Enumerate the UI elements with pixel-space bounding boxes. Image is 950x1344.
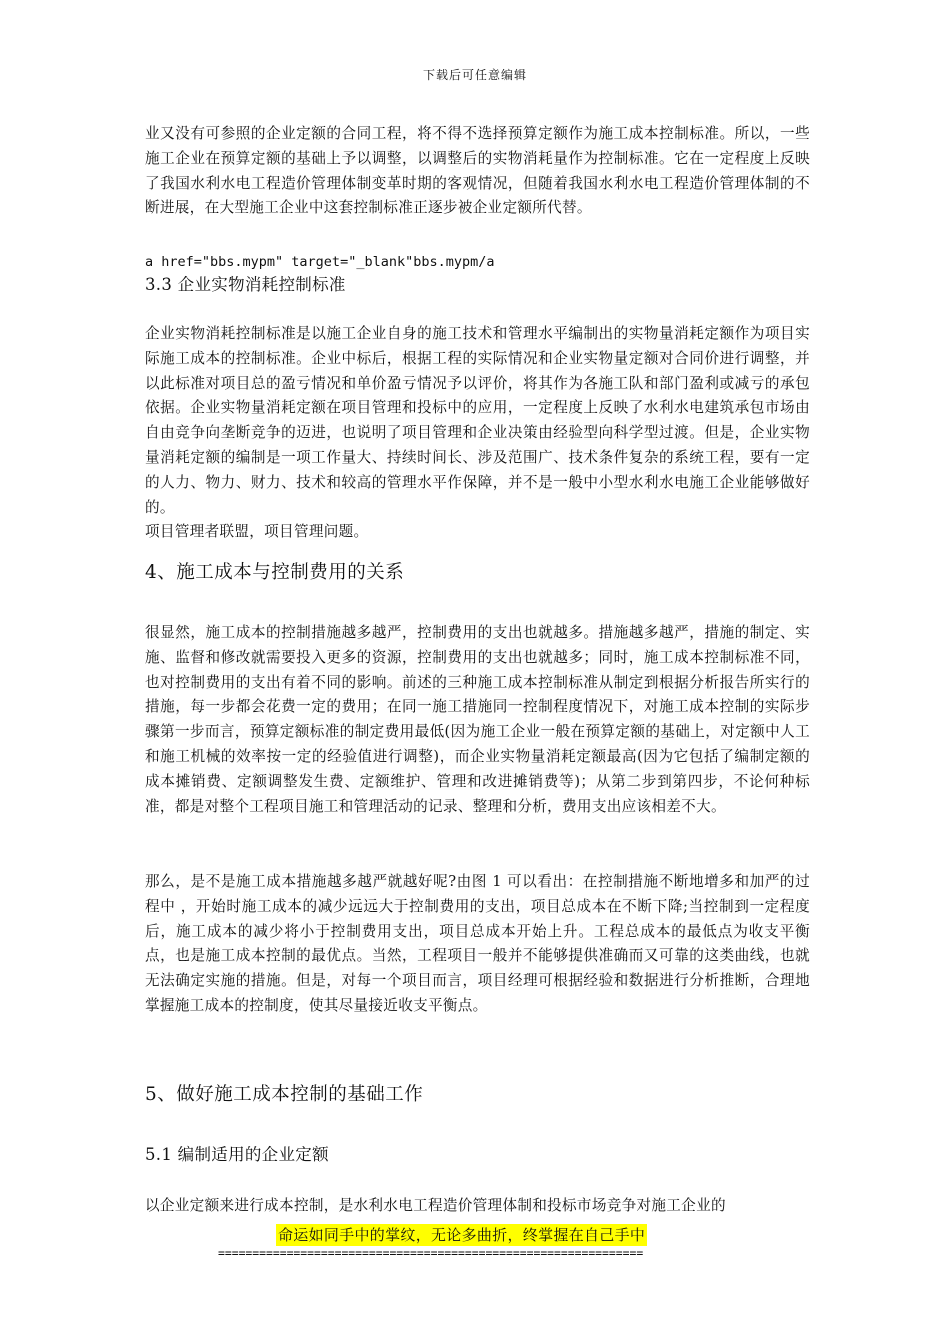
body-paragraph: 很显然，施工成本的控制措施越多越严，控制费用的支出也就越多。措施越多越严，措施的制定、实施、监督和修改就需要投入更多的资源，控制费用的支出也就越多；同时，施工成本控制标准不同，也对控制费用的支出有着不同的影响。前述的三种施工成本控制标准从制定到根据分析报告所实行的措施，每一步都会花费一定的费用；在同一施工措施同一控制程度情况下，对施工成本控制的实际步骤第一步而言，预算定额标准的制定费用最低(因为施工企业一般在预算定额的基础上，对定额中人工和施工机械的效率按一定的经验值进行调整)，而企业实物量消耗定额最高(因为它包括了编制定额的成本摊销费、定额调整发生费、定额维护、管理和改进摊销费等)；从第二步到第四步，不论何种标准，都是对整个工程项目施工和管理活动的记录、整理和分析，费用支出应该相差不大。: [145, 624, 810, 815]
section-heading-5-1: 5.1 编制适用的企业定额: [145, 1145, 329, 1164]
section-heading-5: 5、做好施工成本控制的基础工作: [145, 1084, 424, 1105]
body-paragraph: 企业实物消耗控制标准是以施工企业自身的施工技术和管理水平编制出的实物量消耗定额作为项目实际施工成本的控制标准。企业中标后，根据工程的实际情况和企业实物量定额对合同价进行调整，并以此标准对项目总的盈亏情况和单价盈亏情况予以评价，将其作为各施工队和部门盈利或减亏的承包依据。企业实物量消耗定额在项目管理和投标中的应用，一定程度上反映了水利水电建筑承包市场由自由竞争向垄断竞争的迈进，也说明了项目管理和企业决策由经验型向科学型过渡。但是，企业实物量消耗定额的编制是一项工作量大、持续时间长、涉及范围广、技术条件复杂的系统工程，要有一定的人力、物力、财力、技术和较高的管理水平作保障，并不是一般中小型水利水电施工企业能够做好的。: [145, 325, 810, 516]
html-fragment-text: a href="bbs.mypm" target="_blank"bbs.mypm/a: [145, 254, 495, 270]
body-paragraph-tail: 项目管理者联盟，项目管理问题。: [145, 523, 369, 541]
paragraph-enterprise-quota: [145, 1194, 810, 1219]
section-heading-4: 4、施工成本与控制费用的关系: [145, 562, 405, 583]
page-header: 下载后可任意编辑: [422, 68, 527, 82]
body-paragraph: 业又没有可参照的企业定额的合同工程，将不得不选择预算定额作为施工成本控制标准。所以，一些施工企业在预算定额的基础上予以调整，以调整后的实物消耗量作为控制标准。它在一定程度上反映了我国水利水电工程造价管理体制变革时期的客观情况，但随着我国水利水电工程造价管理体制的不断进展，在大型施工企业中这套控制标准正逐步被企业定额所代替。: [145, 125, 810, 217]
footer-highlighted-quote: 命运如同手中的掌纹，无论多曲折，终掌握在自己手中: [278, 1226, 646, 1244]
section-5-1: [145, 1143, 810, 1167]
paragraph-balance-point: [145, 870, 810, 1019]
paragraph-enterprise-standard: [145, 322, 810, 545]
footer-divider: ==============================================================: [218, 1246, 644, 1260]
code-line: [145, 252, 810, 272]
section-heading-3-3: 3.3 企业实物消耗控制标准: [145, 275, 346, 294]
body-paragraph: 以企业定额来进行成本控制，是水利水电工程造价管理体制和投标市场竞争对施工企业的: [145, 1197, 726, 1214]
section-4: [145, 560, 810, 586]
section-5: [145, 1082, 810, 1108]
section-3-3: [145, 273, 810, 297]
paragraph-control-standard-intro: [145, 122, 810, 221]
paragraph-cost-vs-control: [145, 621, 810, 819]
body-paragraph: 那么，是不是施工成本措施越多越严就越好呢?由图 1 可以看出：在控制措施不断地增多和加严的过程中 ，开始时施工成本的减少远远大于控制费用的支出，项目总成本在不断下降;当控制到一定程度后，施工成本的减少将小于控制费用支出，项目总成本开始上升。工程总成本的最低点为收支平衡点，也是施工成本控制的最优点。当然，工程项目一般并不能够提供准确而又可靠的这类曲线，也就无法确定实施的措施。但是，对每一个项目而言，项目经理可根据经验和数据进行分析推断，合理地掌握施工成本的控制度，使其尽量接近收支平衡点。: [145, 873, 810, 1014]
